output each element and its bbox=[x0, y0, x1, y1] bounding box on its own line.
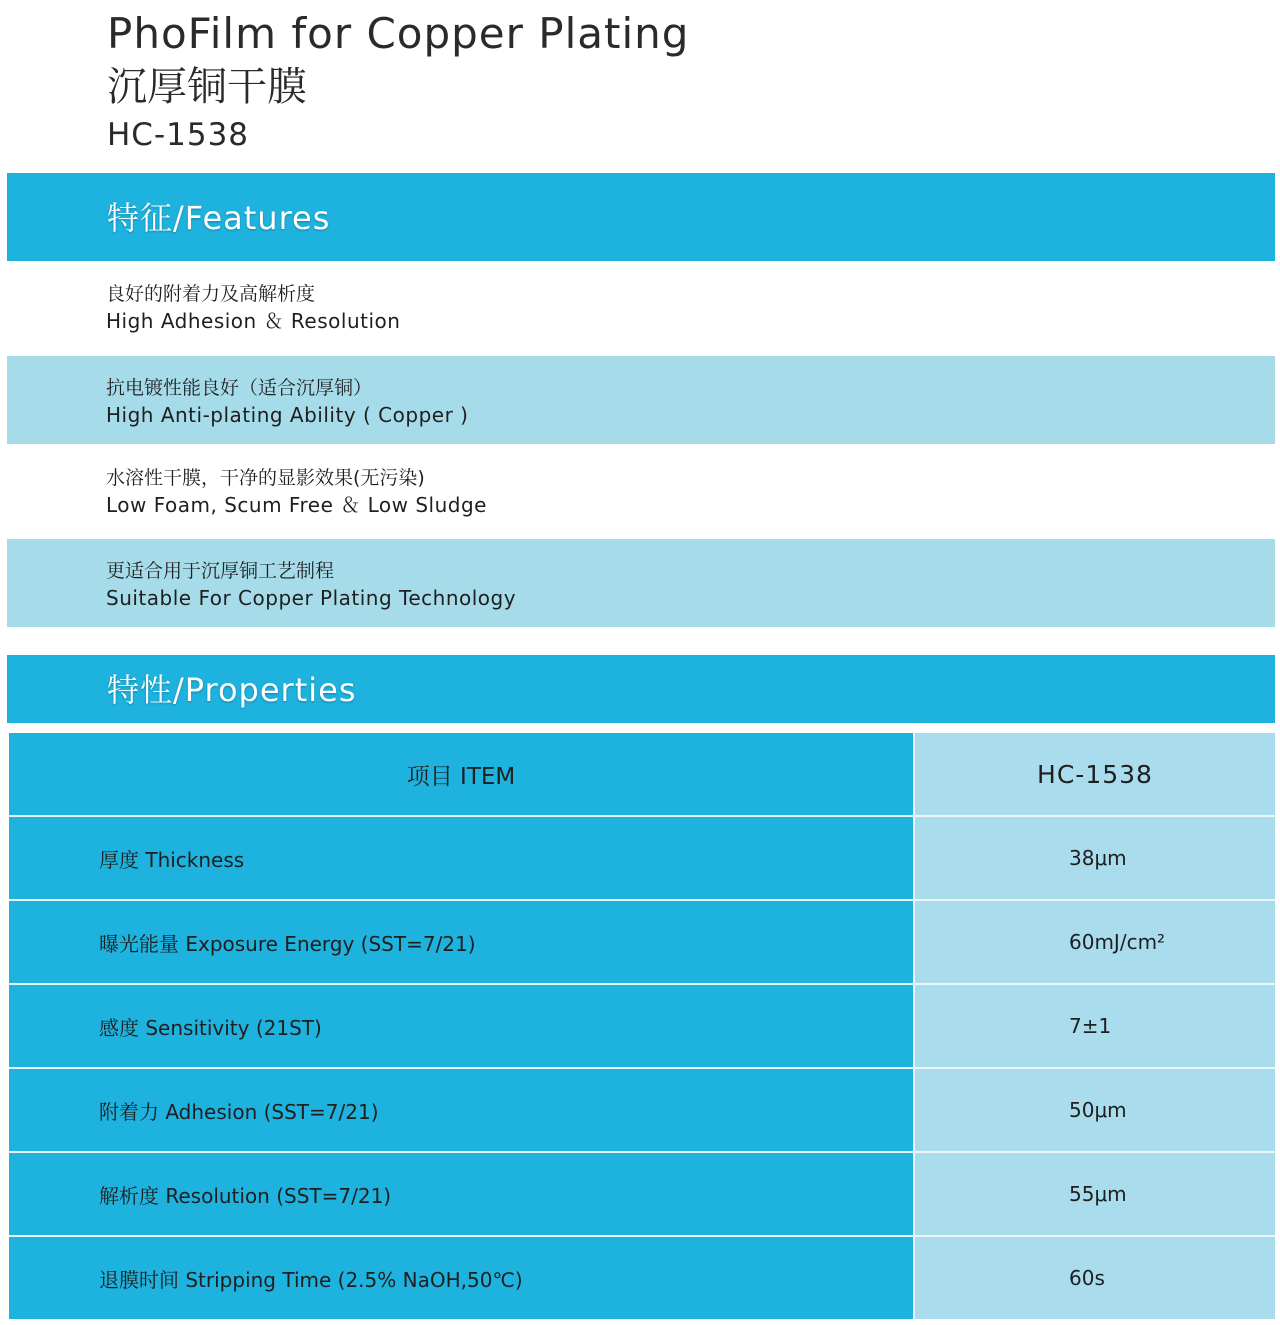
property-name: 感度 Sensitivity (21ST) bbox=[9, 984, 914, 1068]
feature-en: Suitable For Copper Plating Technology bbox=[106, 586, 517, 610]
header-item-cell: 项目 ITEM bbox=[9, 733, 914, 816]
feature-item bbox=[7, 356, 1275, 444]
property-name: 厚度 Thickness bbox=[9, 816, 914, 900]
property-name: 附着力 Adhesion (SST=7/21) bbox=[9, 1068, 914, 1152]
feature-en: High Adhesion ＆ Resolution bbox=[106, 309, 401, 333]
header-value-cell: HC-1538 bbox=[914, 733, 1275, 816]
table-row bbox=[9, 1236, 1275, 1319]
feature-item bbox=[7, 539, 1275, 627]
property-value: 7±1 bbox=[914, 984, 1275, 1068]
table-header-row bbox=[9, 733, 1275, 816]
table-row bbox=[9, 900, 1275, 984]
property-value: 50μm bbox=[914, 1068, 1275, 1152]
feature-cn: 良好的附着力及高解析度 bbox=[106, 283, 316, 305]
model-number: HC-1538 bbox=[107, 117, 250, 153]
features-heading: 特征/Features bbox=[107, 199, 331, 237]
property-value: 60mJ/cm² bbox=[914, 900, 1275, 984]
property-name: 解析度 Resolution (SST=7/21) bbox=[9, 1152, 914, 1236]
feature-cn: 抗电镀性能良好（适合沉厚铜） bbox=[106, 377, 373, 399]
property-value: 55μm bbox=[914, 1152, 1275, 1236]
feature-cn: 水溶性干膜，干净的显影效果(无污染) bbox=[106, 467, 425, 489]
feature-en: Low Foam, Scum Free ＆ Low Sludge bbox=[106, 493, 487, 517]
property-name: 退膜时间 Stripping Time (2.5% NaOH,50℃) bbox=[9, 1236, 914, 1319]
properties-heading-band bbox=[7, 655, 1275, 723]
table-row bbox=[9, 1068, 1275, 1152]
feature-item bbox=[7, 446, 1275, 534]
property-value: 60s bbox=[914, 1236, 1275, 1319]
title-block bbox=[107, 8, 689, 156]
table-row bbox=[9, 1152, 1275, 1236]
page-title: PhoFilm for Copper Plating bbox=[107, 9, 690, 58]
features-heading-band bbox=[7, 173, 1275, 261]
table-row bbox=[9, 984, 1275, 1068]
properties-heading: 特性/Properties bbox=[107, 671, 357, 709]
feature-item bbox=[7, 262, 1275, 350]
property-name: 曝光能量 Exposure Energy (SST=7/21) bbox=[9, 900, 914, 984]
properties-table bbox=[9, 733, 1275, 1319]
feature-en: High Anti-plating Ability ( Copper ) bbox=[106, 403, 469, 427]
page-title-chinese: 沉厚铜干膜 bbox=[107, 64, 307, 110]
feature-cn: 更适合用于沉厚铜工艺制程 bbox=[106, 560, 335, 582]
table-row bbox=[9, 816, 1275, 900]
property-value: 38μm bbox=[914, 816, 1275, 900]
